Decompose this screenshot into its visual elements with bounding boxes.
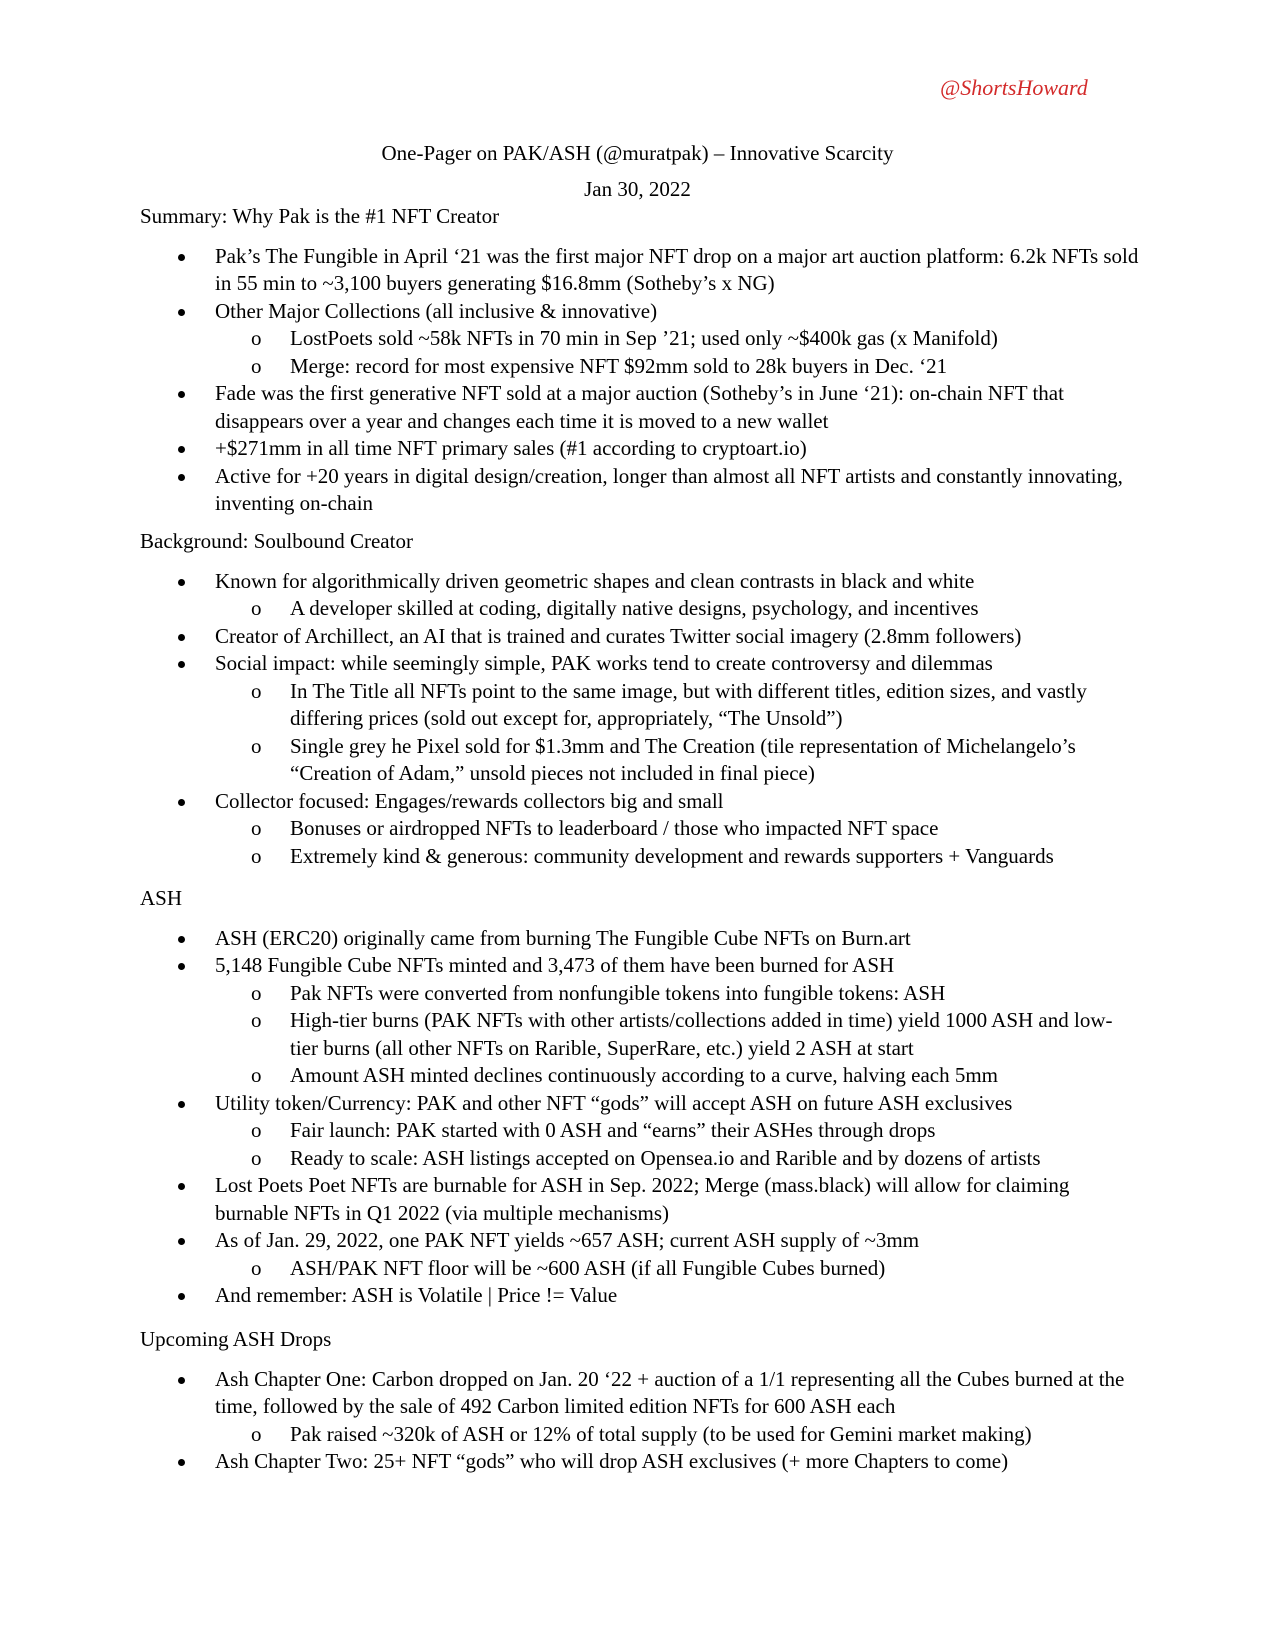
list-item: Social impact: while seemingly simple, PAK works tend to create controversy and dilemmas o In The Title all NFTs point to the same image, but with different titles, edition sizes, and vastly differing prices (sold out except for, appropriately, “The Unsold”) o Single grey he Pixel sold for $1.3mm and The Creation (tile representation of Michelangelo’s “Creation of Adam,” unsold pieces not included in final piece) [140, 650, 1140, 788]
bullet-icon [178, 936, 185, 943]
bullet-icon [178, 1183, 185, 1190]
bullet-icon [178, 474, 185, 481]
sub-list [215, 1421, 1140, 1449]
sub-list-item: o Extremely kind & generous: community development and rewards supporters + Vanguards [215, 843, 1140, 871]
summary-section [140, 203, 1140, 518]
sub-list [215, 595, 1140, 623]
document-date: Jan 30, 2022 [584, 177, 691, 201]
background-heading: Background: Soulbound Creator [140, 529, 413, 553]
sub-bullet-icon: o [251, 1063, 262, 1087]
sub-list-item: o Ready to scale: ASH listings accepted on Opensea.io and Rarible and by dozens of artists [215, 1145, 1140, 1173]
list-item: Creator of Archillect, an AI that is trained and curates Twitter social imagery (2.8mm followers) [140, 623, 1140, 651]
list-item: Utility token/Currency: PAK and other NFT “gods” will accept ASH on future ASH exclusives o Fair launch: PAK started with 0 ASH and “earns” their ASHes through drops o Ready to scale: ASH listings accepted on Opensea.io and Rarible and by dozens of artists [140, 1090, 1140, 1173]
ash-list [140, 925, 1140, 1310]
sub-bullet-icon: o [251, 1421, 262, 1446]
sub-list [215, 980, 1140, 1090]
bullet-icon [178, 634, 185, 641]
sub-list [215, 815, 1140, 870]
list-item: Other Major Collections (all inclusive & innovative) o LostPoets sold ~58k NFTs in 70 min in Sep ’21; used only ~$400k gas (x Manifold) o Merge: record for most expensive NFT $92mm sold to 28k buyers in Dec. ‘21 [140, 298, 1140, 381]
sub-bullet-icon: o [251, 733, 262, 758]
sub-list-item: o A developer skilled at coding, digitally native designs, psychology, and incentives [215, 595, 1140, 623]
upcoming-list [140, 1366, 1140, 1476]
background-section [140, 528, 1140, 870]
bullet-icon [178, 1459, 185, 1466]
bullet-icon [178, 1293, 185, 1300]
sub-bullet-icon: o [251, 1255, 262, 1280]
sub-list-item: o ASH/PAK NFT floor will be ~600 ASH (if all Fungible Cubes burned) [215, 1255, 1140, 1283]
bullet-icon [178, 661, 185, 668]
sub-bullet-icon: o [251, 816, 262, 840]
sub-bullet-icon: o [251, 843, 262, 868]
list-item: Fade was the first generative NFT sold at a major auction (Sotheby’s in June ‘21): on-chain NFT that disappears over a year and changes each time it is moved to a new wallet [140, 380, 1140, 435]
list-item: Ash Chapter One: Carbon dropped on Jan. 20 ‘22 + auction of a 1/1 representing all the Cubes burned at the time, followed by the sale of 492 Carbon limited edition NFTs for 600 ASH each o Pak raised ~320k of ASH or 12% of total supply (to be used for Gemini market making) [140, 1366, 1140, 1449]
list-item: Collector focused: Engages/rewards collectors big and small o Bonuses or airdropped NFTs to leaderboard / those who impacted NFT space o Extremely kind & generous: community development and rewards supporters + Vanguards [140, 788, 1140, 871]
author-handle: @ShortsHoward [940, 75, 1088, 100]
sub-list-item: o Bonuses or airdropped NFTs to leaderboard / those who impacted NFT space [215, 815, 1140, 843]
sub-bullet-icon: o [251, 1145, 262, 1170]
sub-list-item: o Merge: record for most expensive NFT $92mm sold to 28k buyers in Dec. ‘21 [215, 353, 1140, 381]
sub-list-item: o Fair launch: PAK started with 0 ASH and “earns” their ASHes through drops [215, 1117, 1140, 1145]
sub-list [215, 678, 1140, 788]
sub-bullet-icon: o [251, 1118, 262, 1142]
list-item: Ash Chapter Two: 25+ NFT “gods” who will drop ASH exclusives (+ more Chapters to come) [140, 1448, 1140, 1476]
sub-bullet-icon: o [251, 326, 262, 350]
sub-bullet-icon: o [251, 1008, 262, 1032]
bullet-icon [178, 446, 185, 453]
sub-bullet-icon: o [251, 678, 262, 703]
list-item: Active for +20 years in digital design/creation, longer than almost all NFT artists and constantly innovating, inventing on-chain [140, 463, 1140, 518]
bullet-icon [178, 963, 185, 970]
list-item: As of Jan. 29, 2022, one PAK NFT yields ~657 ASH; current ASH supply of ~3mm o ASH/PAK NFT floor will be ~600 ASH (if all Fungible Cubes burned) [140, 1227, 1140, 1282]
upcoming-heading: Upcoming ASH Drops [140, 1327, 332, 1351]
list-item: +$271mm in all time NFT primary sales (#1 according to cryptoart.io) [140, 435, 1140, 463]
list-item: And remember: ASH is Volatile | Price != Value [140, 1282, 1140, 1310]
sub-list-item: o High-tier burns (PAK NFTs with other artists/collections added in time) yield 1000 ASH and low-tier burns (all other NFTs on Rarible, SuperRare, etc.) yield 2 ASH at start [251, 1008, 1113, 1060]
background-list [140, 568, 1140, 871]
list-item: Lost Poets Poet NFTs are burnable for ASH in Sep. 2022; Merge (mass.black) will allow for claiming burnable NFTs in Q1 2022 (via multiple mechanisms) [140, 1172, 1140, 1227]
sub-bullet-icon: o [251, 596, 262, 620]
sub-list-item: o Amount ASH minted declines continuously according to a curve, halving each 5mm [215, 1062, 1140, 1090]
upcoming-section [140, 1326, 1140, 1476]
summary-list [140, 243, 1140, 518]
sub-bullet-icon: o [251, 980, 262, 1005]
list-item: ASH (ERC20) originally came from burning The Fungible Cube NFTs on Burn.art [140, 925, 1140, 953]
sub-list [215, 1117, 1140, 1172]
bullet-icon [178, 391, 185, 398]
sub-list-item: o Single grey he Pixel sold for $1.3mm and The Creation (tile representation of Michelangelo’s “Creation of Adam,” unsold pieces not included in final piece) [251, 733, 1076, 785]
sub-list-item: o Pak raised ~320k of ASH or 12% of total supply (to be used for Gemini market making) [215, 1421, 1140, 1449]
list-item: Pak’s The Fungible in April ‘21 was the first major NFT drop on a major art auction platform: 6.2k NFTs sold in 55 min to ~3,100 buyers generating $16.8mm (Sotheby’s x NG) [140, 243, 1140, 298]
summary-heading: Summary: Why Pak is the #1 NFT Creator [140, 204, 500, 228]
ash-section [140, 885, 1140, 1310]
list-item: 5,148 Fungible Cube NFTs minted and 3,473 of them have been burned for ASH o Pak NFTs were converted from nonfungible tokens into fungible tokens: ASH o High-tier burns (PAK NFTs with other artists/collections added in time) yield 1000 ASH and low-tier burns (all other NFTs on Rarible, SuperRare, etc.) yield 2 ASH at start o Amount ASH minted declines continuously according to a curve, halving each 5mm [140, 952, 1140, 1090]
bullet-icon [178, 254, 185, 261]
list-item: Known for algorithmically driven geometric shapes and clean contrasts in black and white o A developer skilled at coding, digitally native designs, psychology, and incentives [140, 568, 1140, 623]
bullet-icon [178, 1377, 185, 1384]
sub-bullet-icon: o [251, 353, 262, 378]
ash-heading: ASH [140, 886, 183, 910]
sub-list-item: o In The Title all NFTs point to the same image, but with different titles, edition sizes, and vastly differing prices (sold out except for, appropriately, “The Unsold”) [251, 678, 1087, 730]
bullet-icon [178, 799, 185, 806]
sub-list-item: o LostPoets sold ~58k NFTs in 70 min in Sep ’21; used only ~$400k gas (x Manifold) [215, 325, 1140, 353]
bullet-icon [178, 1101, 185, 1108]
bullet-icon [178, 1238, 185, 1245]
bullet-icon [178, 309, 185, 316]
document-title: One-Pager on PAK/ASH (@muratpak) – Innovative Scarcity [381, 141, 894, 165]
sub-list [215, 1255, 1140, 1283]
sub-list-item: o Pak NFTs were converted from nonfungible tokens into fungible tokens: ASH [215, 980, 1140, 1008]
bullet-icon [178, 579, 185, 586]
sub-list [215, 325, 1140, 380]
